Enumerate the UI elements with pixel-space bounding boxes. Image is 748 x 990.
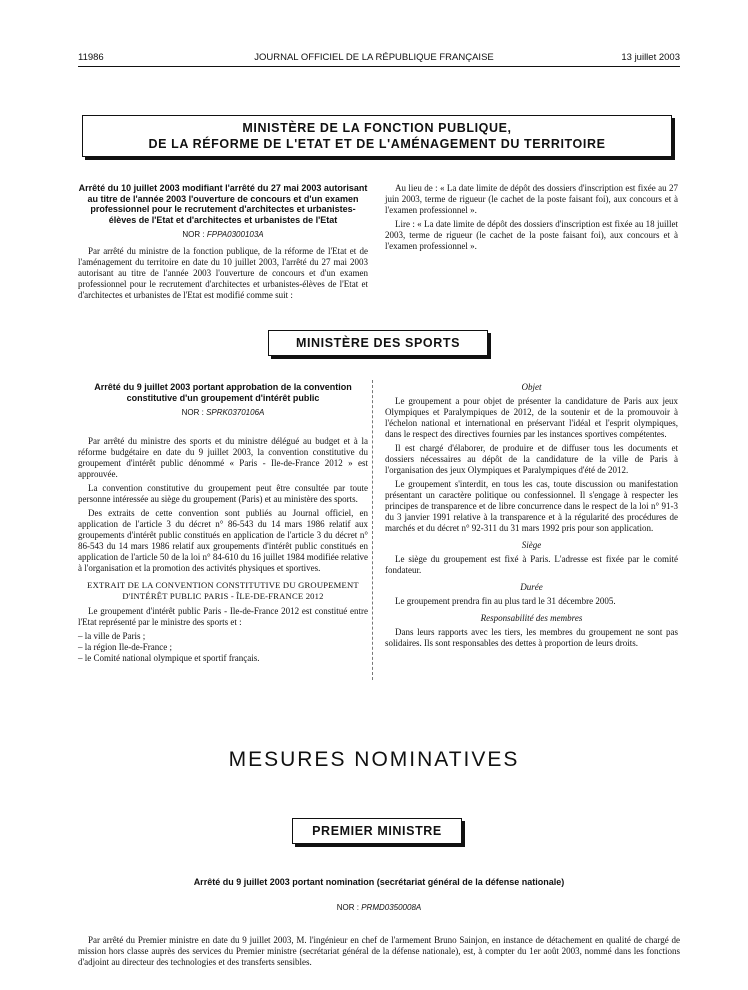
ministry-line-1: MINISTÈRE DE LA FONCTION PUBLIQUE, — [242, 121, 512, 135]
issue-date: 13 juillet 2003 — [621, 52, 680, 63]
nor-code: PRMD0350008A — [361, 903, 422, 912]
arrete-1-nor — [78, 229, 368, 240]
siege-para: Le siège du groupement est fixé à Paris. L'adresse est fixée par le comité fondateur. — [385, 554, 678, 575]
objet-heading: Objet — [521, 382, 542, 392]
premier-ministre-name: PREMIER MINISTRE — [312, 824, 442, 838]
extrait-heading: EXTRAIT DE LA CONVENTION CONSTITUTIVE DU GROUPEMENT D'INTÉRÊT PUBLIC PARIS - ÎLE-DE-FRANCE 2012 — [87, 580, 359, 601]
arrete-1-right-column — [385, 183, 678, 255]
ministry-line-2: DE LA RÉFORME DE L'ETAT ET DE L'AMÉNAGEMENT DU TERRITOIRE — [148, 137, 606, 151]
nor-code: FPPA0300103A — [206, 230, 264, 239]
nor-label: NOR : — [336, 903, 359, 912]
extrait-para: Le groupement d'intérêt public Paris - Ile-de-France 2012 est constitué entre l'Etat représenté par le ministre des sports et : — [78, 606, 368, 627]
nor-label: NOR : — [181, 408, 204, 417]
nor-label: NOR : — [182, 230, 205, 239]
objet-para-2: Il est chargé d'élaborer, de produire et de diffuser tous les documents et dossiers nécessaires au dépôt de la candidature de la ville de Paris à l'organisation des jeux Olympiques et Paralympiques d'été de 2012. — [385, 443, 678, 475]
arrete-2-title: Arrêté du 9 juillet 2003 portant approbation de la convention constitutive d'un groupement d'intérêt public — [94, 382, 352, 403]
list-item: – le Comité national olympique et sportif français. — [78, 653, 260, 663]
list-item: – la région Ile-de-France ; — [78, 642, 172, 652]
premier-ministre-box — [292, 818, 462, 844]
duree-para: Le groupement prendra fin au plus tard le 31 décembre 2005. — [395, 596, 616, 606]
responsabilite-heading: Responsabilité des membres — [480, 613, 583, 623]
arrete-3-title: Arrêté du 9 juillet 2003 portant nomination (secrétariat général de la défense nationale) — [193, 877, 565, 887]
siege-heading: Siège — [521, 540, 542, 550]
arrete-3-body — [78, 935, 680, 971]
header-rule — [78, 66, 680, 67]
arrete-2-nor — [78, 407, 368, 418]
responsabilite-para: Dans leurs rapports avec les tiers, les membres du groupement ne sont pas solidaires. Ils sont responsables des dettes à proportion de leurs droits. — [385, 627, 678, 648]
ministry-sports-box — [268, 330, 488, 356]
arrete-1-title: Arrêté du 10 juillet 2003 modifiant l'arrêté du 27 mai 2003 autorisant au titre de l'année 2003 l'ouverture de concours et d'un examen professionnel pour le recrutement d'architectes et urbanistes-élèves de l'Etat et d'architectes et urbanistes de l'Etat — [78, 183, 368, 225]
column-divider — [372, 380, 373, 680]
mesures-nominatives-title: MESURES NOMINATIVES — [228, 748, 520, 771]
members-list — [78, 631, 368, 664]
arrete-2-para-1: Par arrêté du ministre des sports et du ministre délégué au budget et à la réforme budgétaire en date du 9 juillet 2003, la convention constitutive du groupement d'intérêt public dénommé « Paris - Ile-de-France 2012 » est approuvée. — [78, 436, 368, 479]
arrete-3-nor — [78, 903, 680, 912]
arrete-2-para-3: Des extraits de cette convention sont publiés au Journal officiel, en application de l'article 3 du décret n° 86-543 du 14 mars 1986 relatif aux groupements d'intérêt public constitués en application de l'article 3 du décret n° 86-543 du 14 mars 1986 relatif aux groupements d'intérêt public constitués en application de l'article 50 de la loi n° 84-610 du 16 juillet 1984 modifiée relative à l'organisation et la promotion des activités physiques et sportives. — [78, 508, 368, 573]
ministry-fonction-publique-box — [82, 115, 672, 157]
arrete-2-para-2: La convention constitutive du groupement peut être consultée par toute personne intéressée au siège du groupement (Paris) et au ministère des sports. — [78, 483, 368, 504]
duree-heading: Durée — [520, 582, 543, 592]
arrete-1-para-1: Par arrêté du ministre de la fonction publique, de la réforme de l'Etat et de l'aménagement du territoire en date du 10 juillet 2003, l'arrêté du 27 mai 2003 autorisant au titre de l'année 2003 l'ouverture de concours et d'un examen professionnel pour le recrutement d'architectes et urbanistes-élèves de l'Etat et d'architectes et urbanistes de l'Etat est modifié comme suit : — [78, 246, 368, 300]
arrete-1-para-2: Au lieu de : « La date limite de dépôt des dossiers d'inscription est fixée au 27 juin 2003, terme de rigueur (le cachet de la poste faisant foi), aux concours et à l'examen professionnel ». — [385, 183, 678, 215]
arrete-2-right-column — [385, 382, 678, 652]
objet-para-3: Le groupement s'interdit, en tous les cas, toute discussion ou manifestation présentant un caractère politique ou confessionnel. Il s'engage à respecter les principes de transparence et de libre concurrence dans le respect de la loi n° 91-3 du 3 janvier 1991 relative à la transparence et à la régularité des procédures de marchés et du décret n° 92-311 du 31 mars 1992 pris pour son application. — [385, 479, 678, 533]
arrete-1-left-column — [78, 183, 368, 300]
arrete-1-para-3: Lire : « La date limite de dépôt des dossiers d'inscription est fixée au 18 juillet 2003, terme de rigueur (le cachet de la poste faisant foi), aux concours et à l'examen professionnel ». — [385, 219, 678, 251]
ministry-sports-name: MINISTÈRE DES SPORTS — [295, 336, 461, 350]
nor-code: SPRK0370106A — [206, 408, 265, 417]
objet-para-1: Le groupement a pour objet de présenter la candidature de Paris aux jeux Olympiques et Paralympiques de 2012, de la soutenir et de la promouvoir à l'échelon national et international en préservant l'idéal et l'esprit olympiques, dans le respect des directives fournies par les instances sportives compétentes. — [385, 396, 678, 439]
page-number: 11986 — [78, 52, 104, 63]
arrete-2-left-column — [78, 382, 368, 664]
list-item: – la ville de Paris ; — [78, 631, 146, 641]
arrete-3-para-1: Par arrêté du Premier ministre en date du 9 juillet 2003, M. l'ingénieur en chef de l'armement Bruno Sainjon, en instance de détachement en qualité de chargé de mission hors classe auprès des services du Premier ministre (secrétariat général de la défense nationale), est, à compter du 1er août 2003, nommé dans les fonctions d'adjoint au directeur des technologies et des transferts sensibles. — [78, 935, 680, 967]
journal-title: JOURNAL OFFICIEL DE LA RÉPUBLIQUE FRANÇAISE — [254, 52, 494, 63]
